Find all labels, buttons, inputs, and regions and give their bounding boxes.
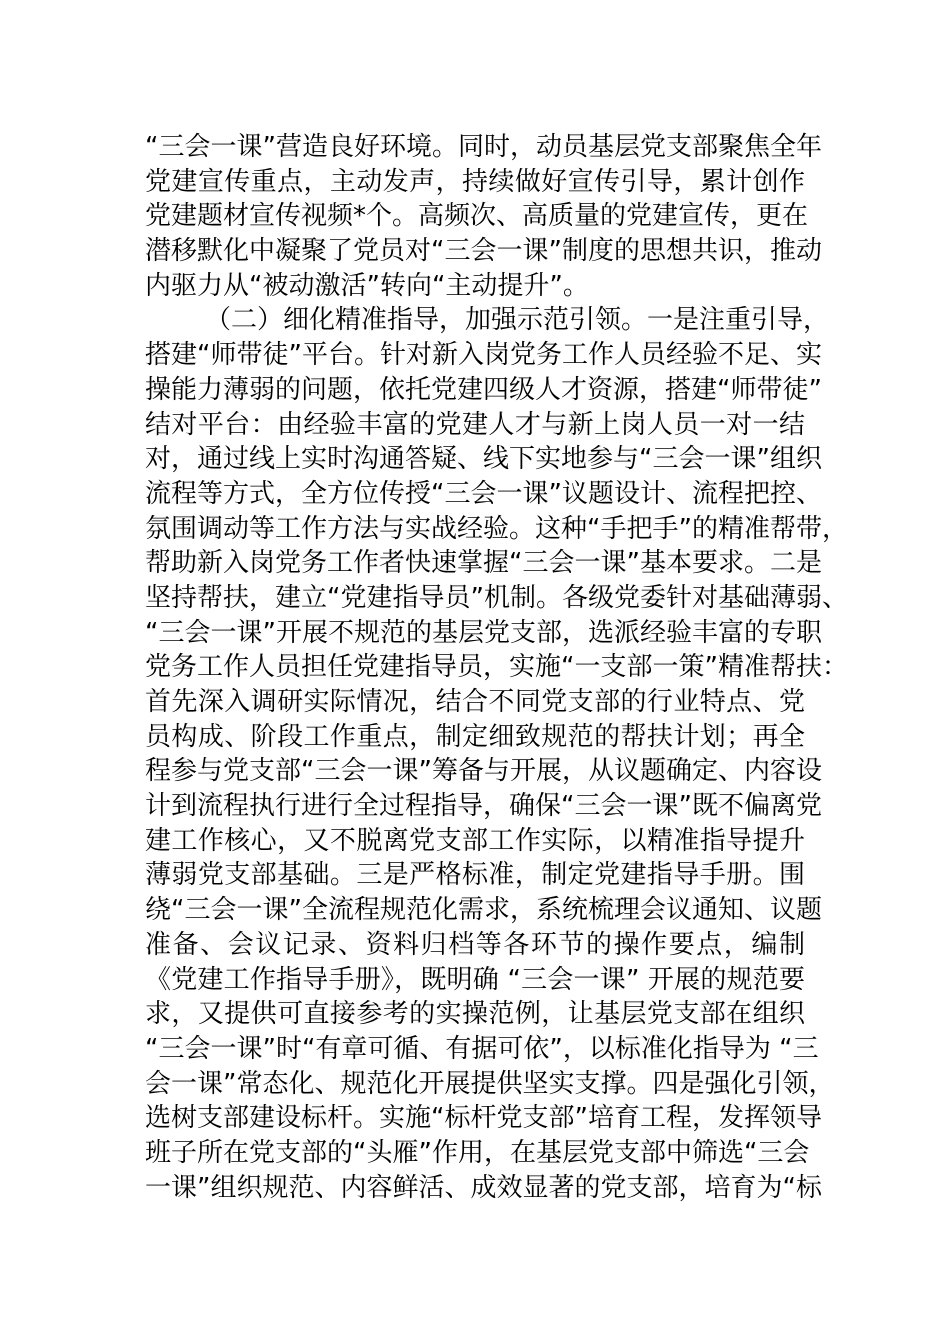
text-line: 操能力薄弱的问题，依托党建四级人才资源，搭建“师带徒” <box>145 374 822 405</box>
text-line: 班子所在党支部的“头雁”作用，在基层党支部中筛选“三会 <box>145 1137 810 1168</box>
text-line: “三会一课”营造良好环境。同时，动员基层党支部聚焦全年 <box>145 132 822 162</box>
text-line: 党务工作人员担任党建指导员，实施“一支部一策”精准帮扶： <box>145 652 848 683</box>
text-line: 绕“三会一课”全流程规范化需求，系统梳理会议通知、议题 <box>145 895 822 926</box>
text-line: 首先深入调研实际情况，结合不同党支部的行业特点、党 <box>145 687 805 717</box>
text-line: 坚持帮扶，建立“党建指导员”机制。各级党委针对基础薄弱、 <box>145 582 848 613</box>
text-line: 准备、会议记录、资料归档等各环节的操作要点，编制 <box>145 929 805 960</box>
text-line: 结对平台：由经验丰富的党建人才与新上岗人员一对一结 <box>145 409 805 440</box>
text-line: 员构成、阶段工作重点，制定细致规范的帮扶计划；再全 <box>145 721 805 752</box>
text-line: 党建宣传重点，主动发声，持续做好宣传引导，累计创作 <box>145 166 805 197</box>
text-line: 薄弱党支部基础。三是严格标准，制定党建指导手册。围 <box>145 860 805 891</box>
text-line: 求，又提供可直接参考的实操范例，让基层党支部在组织 <box>145 999 805 1030</box>
section-heading-line: （二）细化精准指导，加强示范引领。一是注重引导， <box>205 305 830 336</box>
text-line: 会一课”常态化、规范化开展提供坚实支撑。四是强化引领， <box>145 1068 835 1099</box>
text-line: 《党建工作指导手册》，既明确 “三会一课” 开展的规范要 <box>145 964 805 995</box>
paragraph-2 <box>145 303 848 1205</box>
text-line: 选树支部建设标杆。实施“标杆党支部”培育工程，发挥领导 <box>145 1103 822 1134</box>
text-line: 建工作核心，又不脱离党支部工作实际，以精准指导提升 <box>145 825 805 856</box>
text-line: 氛围调动等工作方法与实战经验。这种“手把手”的精准帮带， <box>145 513 848 544</box>
paragraph-1 <box>145 130 822 303</box>
document-page <box>145 130 848 1205</box>
text-line: 计到流程执行进行全过程指导，确保“三会一课”既不偏离党 <box>145 791 822 822</box>
text-line: 内驱力从“被动激活”转向“主动提升”。 <box>145 270 589 301</box>
text-line: 程参与党支部“三会一课”筹备与开展，从议题确定、内容设 <box>145 756 822 787</box>
text-line: “三会一课”时“有章可循、有据可依”，以标准化指导为 “三 <box>145 1033 819 1064</box>
text-line: 潜移默化中凝聚了党员对“三会一课”制度的思想共识，推动 <box>145 236 822 267</box>
text-line: 对，通过线上实时沟通答疑、线下实地参与“三会一课”组织 <box>145 444 822 475</box>
text-line: 流程等方式，全方位传授“三会一课”议题设计、流程把控、 <box>145 478 822 509</box>
text-line: 一课”组织规范、内容鲜活、成效显著的党支部，培育为“标 <box>145 1172 822 1203</box>
text-line: 帮助新入岗党务工作者快速掌握“三会一课”基本要求。二是 <box>145 548 822 579</box>
text-line: 搭建“师带徒”平台。针对新入岗党务工作人员经验不足、实 <box>145 340 822 371</box>
text-line: 党建题材宣传视频*个。高频次、高质量的党建宣传，更在 <box>145 201 809 232</box>
text-line: “三会一课”开展不规范的基层党支部，选派经验丰富的专职 <box>145 617 822 648</box>
